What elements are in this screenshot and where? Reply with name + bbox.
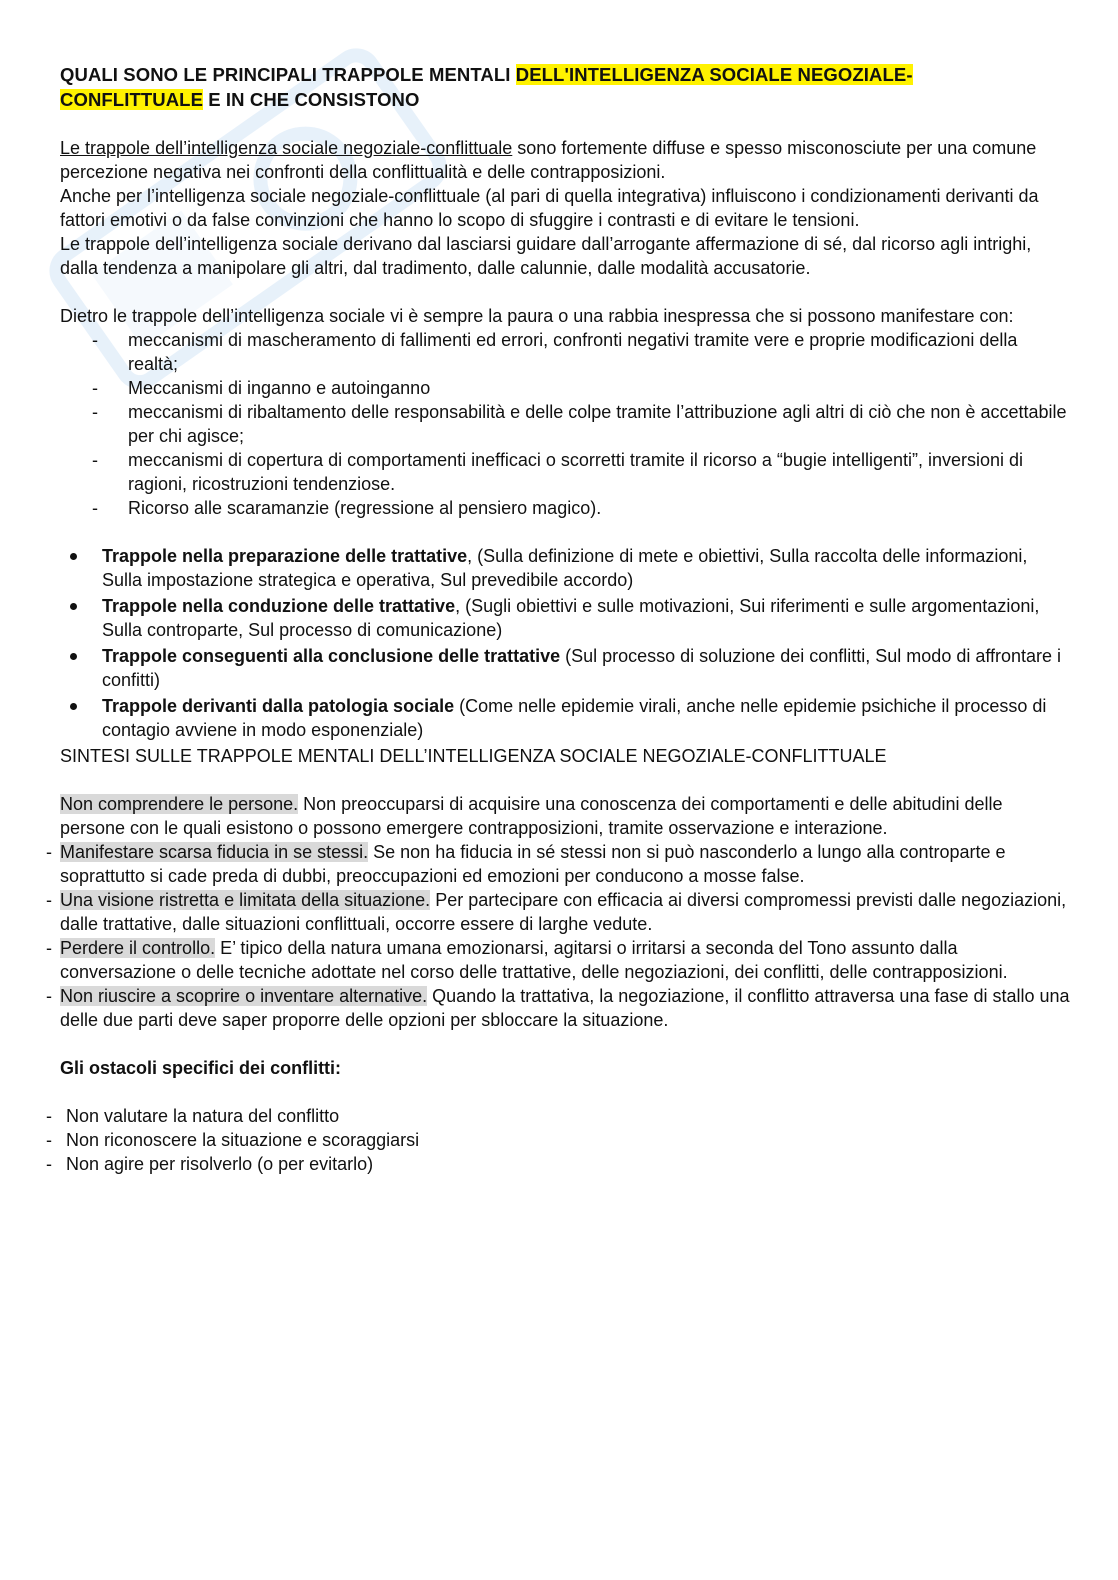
list-item: Non comprendere le persone. Non preoccuparsi di acquisire una conoscenza dei comportamenti e delle abitudini delle persone con le quali esistono o possono emergere contrapposizioni, tramite osservazione e interazione. [60,794,1003,838]
list-item: - meccanismi di mascheramento di fallimenti ed errori, confronti negativi tramite vere e proprie modificazioni della realtà; [92,328,1070,376]
list-item: - Non riuscire a scoprire o inventare alternative. Quando la trattativa, la negoziazione, il conflitto attraversa una fase di stallo una delle due parti deve saper proporre delle opzioni per sbloccare la situazione. [60,984,1070,1032]
fear-lead: Dietro le trappole dell’intelligenza sociale vi è sempre la paura o una rabbia inespressa che si possono manifestare con: [60,306,1014,326]
list-item: - Perdere il controllo. E’ tipico della natura umana emozionarsi, agitarsi o irritarsi a seconda del Tono assunto dalla conversazione o delle tecniche adottate nel corso delle trattative, delle negoziazioni, dei conflitti, delle contrapposizioni. [60,936,1070,984]
intro-paragraph-1: Le trappole dell’intelligenza sociale negoziale-conflittuale sono fortemente diffuse e spesso misconosciute per una comune percezione negativa nei confronti della conflittualità e delle contrapposizioni. [60,138,1037,182]
list-item: - Non riconoscere la situazione e scoraggiarsi [60,1128,1070,1152]
list-item: Trappole nella conduzione delle trattative, (Sugli obiettivi e sulle motivazioni, Sui riferimenti e sulle argomentazioni, Sulla controparte, Sul processo di comunicazione) [68,594,1070,642]
list-item: - meccanismi di copertura di comportamenti inefficaci o scorretti tramite il ricorso a “bugie intelligenti”, inversioni di ragioni, ricostruzioni tendenziose. [92,448,1070,496]
synthesis-heading: SINTESI SULLE TRAPPOLE MENTALI DELL’INTELLIGENZA SOCIALE NEGOZIALE-CONFLITTUALE [60,746,887,766]
page-title: QUALI SONO LE PRINCIPALI TRAPPOLE MENTALI DELL'INTELLIGENZA SOCIALE NEGOZIALE- CONFLITTUALE E IN CHE CONSISTONO [60,64,913,110]
list-item: - Manifestare scarsa fiducia in se stessi. Se non ha fiducia in sé stessi non si può nasconderlo a lungo alla controparte e soprattutto si cade preda di dubbi, preoccupazioni ed emozioni per conducono a mosse false. [60,840,1070,888]
list-item: - Non agire per risolverlo (o per evitarlo) [60,1152,1070,1176]
list-item: - Una visione ristretta e limitata della situazione. Per partecipare con efficacia ai diversi compromessi previsti dalle negoziazioni, dalle trattative, dalle situazioni conflittuali, occorre essere di larghe vedute. [60,888,1070,936]
traps-list [60,544,1070,742]
intro-section [60,136,1070,280]
list-item: Trappole nella preparazione delle trattative, (Sulla definizione di mete e obiettivi, Sulla raccolta delle informazioni, Sulla impostazione strategica e operativa, Sul prevedibile accordo) [68,544,1070,592]
list-item: - Meccanismi di inganno e autoinganno [92,376,1070,400]
title-highlight-2: CONFLITTUALE [60,89,204,110]
document-page [60,62,1070,1176]
list-item: - Ricorso alle scaramanzie (regressione al pensiero magico). [92,496,1070,520]
obstacles-list [60,1104,1070,1176]
title-highlight: DELL'INTELLIGENZA SOCIALE NEGOZIALE- [515,64,913,85]
list-item: Trappole conseguenti alla conclusione delle trattative (Sul processo di soluzione dei conflitti, Sul modo di affrontare i confitti) [68,644,1070,692]
list-item: - Non valutare la natura del conflitto [60,1104,1070,1128]
fear-section [60,304,1070,520]
list-item: Trappole derivanti dalla patologia sociale (Come nelle epidemie virali, anche nelle epidemie psichiche il processo di contagio avviene in modo esponenziale) [68,694,1070,742]
intro-paragraph-3: Le trappole dell’intelligenza sociale derivano dal lasciarsi guidare dall’arrogante affermazione di sé, dal ricorso agli intrighi, dalla tendenza a manipolare gli altri, dal tradimento, dalle calunnie, dalle modalità accusatorie. [60,234,1032,278]
fear-list [60,328,1070,520]
intro-paragraph-2: Anche per l’intelligenza sociale negoziale-conflittuale (al pari di quella integrativa) influiscono i condizionamenti derivanti da fattori emotivi o da false convinzioni che hanno lo scopo di sfuggire i contrasti e di evitare le tensioni. [60,186,1039,230]
obstacles-heading: Gli ostacoli specifici dei conflitti: [60,1058,342,1078]
synthesis-section [60,792,1070,1032]
list-item: - meccanismi di ribaltamento delle responsabilità e delle colpe tramite l’attribuzione agli altri di ciò che non è accettabile per chi agisce; [92,400,1070,448]
